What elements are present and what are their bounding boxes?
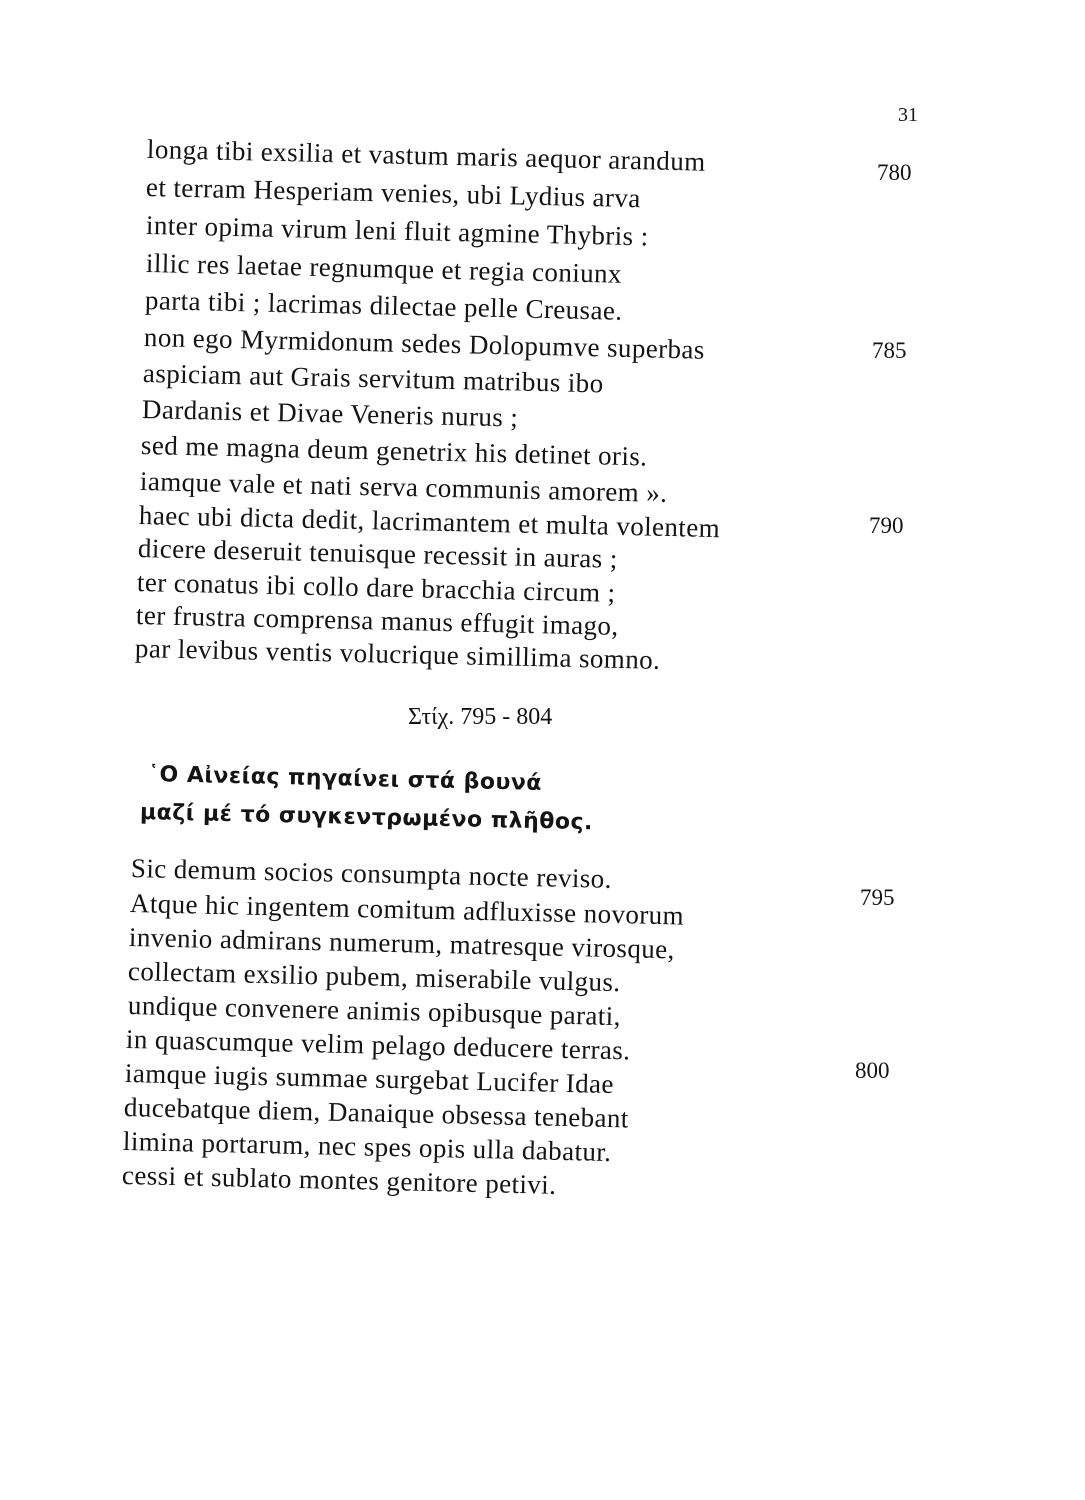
line-number: 785 xyxy=(872,338,907,363)
line-number: 790 xyxy=(869,513,904,538)
verse-line: in quascumque velim pelago deducere terras. xyxy=(125,1024,631,1066)
verse-line: et terram Hesperiam venies, ubi Lydius arva xyxy=(145,172,642,214)
verse-line: iamque iugis summae surgebat Lucifer Idae xyxy=(124,1058,615,1100)
verse-line: collectam exsilio pubem, miserabile vulgus. xyxy=(127,956,621,998)
verse-line: ter frustra comprensa manus effugit imago, xyxy=(135,600,619,641)
verse-line: parta tibi ; lacrimas dilectae pelle Creusae. xyxy=(144,285,623,326)
verse-line: invenio admirans numerum, matresque virosque, xyxy=(128,922,676,965)
verse-line: longa tibi exsilia et vastum maris aequor arandum xyxy=(146,134,706,177)
greek-heading-line-2: μαζί μέ τό συγκεντρωμένο πλῆθος. xyxy=(139,800,594,836)
verse-line: limina portarum, nec spes opis ulla dabatur. xyxy=(122,1126,612,1168)
verse-line: sed me magna deum genetrix his detinet oris. xyxy=(140,430,648,472)
verse-line: non ego Myrmidonum sedes Dolopumve superbas xyxy=(143,322,706,365)
verse-line: aspiciam aut Grais servitum matribus ibo xyxy=(142,358,604,399)
line-number: 800 xyxy=(855,1058,890,1083)
verse-line: undique convenere animis opibusque parati, xyxy=(127,990,622,1032)
verse-line: Atque hic ingentem comitum adfluxisse novorum xyxy=(129,888,685,931)
section-reference: Στίχ. 795 - 804 xyxy=(408,704,553,730)
line-number: 795 xyxy=(860,885,895,910)
verse-line: illic res laetae regnumque et regia coniunx xyxy=(145,248,623,289)
verse-line: haec ubi dicta dedit, lacrimantem et multa volentem xyxy=(138,500,721,544)
page-number: 31 xyxy=(898,104,918,126)
line-number: 780 xyxy=(877,160,912,185)
verse-line: ter conatus ibi collo dare bracchia circum ; xyxy=(136,567,616,608)
verse-line: iamque vale et nati serva communis amorem ». xyxy=(139,466,668,508)
verse-line: ducebatque diem, Danaique obsessa tenebant xyxy=(123,1092,630,1134)
verse-line: inter opima virum leni fluit agmine Thybris : xyxy=(145,210,649,252)
verse-line: cessi et sublato montes genitore petivi. xyxy=(121,1160,557,1200)
greek-heading-line-1: ῾Ο Αἰνείας πηγαίνει στά βουνά xyxy=(147,762,543,796)
verse-line: par levibus ventis volucrique simillima somno. xyxy=(134,633,661,675)
verse-line: Dardanis et Divae Veneris nurus ; xyxy=(141,394,519,433)
verse-line: Sic demum socios consumpta nocte reviso. xyxy=(130,853,613,894)
verse-line: dicere deseruit tenuisque recessit in auras ; xyxy=(137,533,619,574)
